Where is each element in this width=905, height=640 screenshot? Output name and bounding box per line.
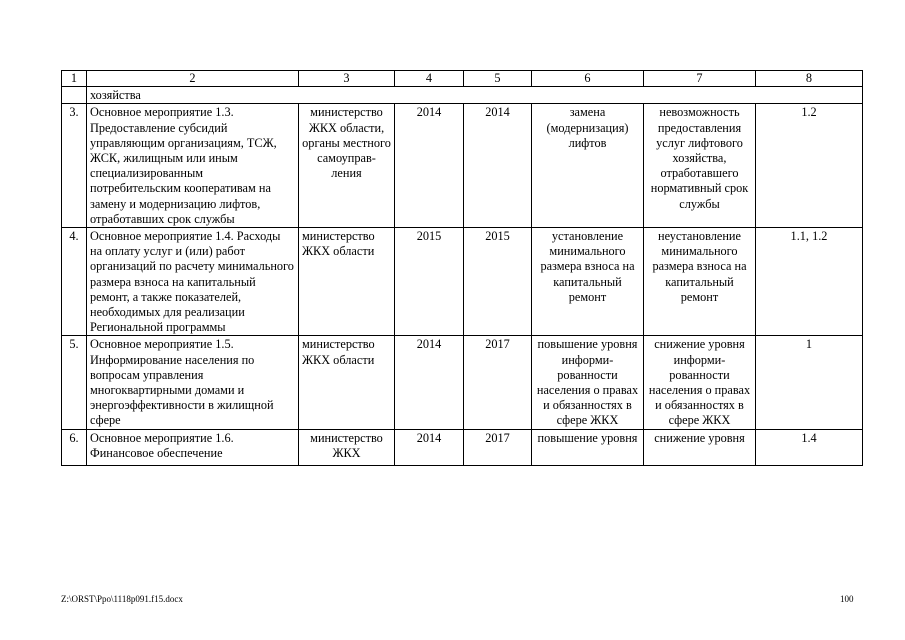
executor: министерство ЖКХ области [299,228,395,336]
header-cell: 5 [464,71,532,87]
row-number: 4. [62,228,87,336]
end-year: 2015 [464,228,532,336]
start-year: 2014 [395,336,464,429]
expected-result: замена (модернизация) лифтов [532,104,644,228]
start-year: 2014 [416,430,442,445]
row-number: 5. [62,336,87,429]
continuation-row [62,87,863,104]
table-row [62,336,863,429]
measures-table [61,70,863,466]
header-cell: 6 [532,71,644,87]
header-row [62,71,863,87]
header-cell: 3 [299,71,395,87]
header-cell: 2 [87,71,299,87]
row-number: 6. [69,430,79,445]
table-row [62,228,863,336]
expected-result: повышение уровня информи-рованности населения о правах и обязанностях в сфере ЖКХ [532,336,644,429]
footer-file-path: Z:\ORST\Ppo\1118p091.f15.docx [61,594,183,604]
consequence: снижение уровня [654,430,745,445]
executor: министерство ЖКХ области [299,336,395,429]
indicator-link: 1 [756,336,863,429]
header-cell: 1 [62,71,87,87]
measure-name: Основное мероприятие 1.5. Информирование населения по вопросам управления многоквартирными домами и энергоэффективности в жилищной сфере [87,336,299,429]
start-year: 2015 [395,228,464,336]
end-year: 2017 [485,430,510,445]
table-row [62,429,863,465]
row-number: 3. [62,104,87,228]
measure-name: Основное мероприятие 1.6. Финансовое обеспечение [90,430,234,460]
measure-name: Основное мероприятие 1.3. Предоставление субсидий управляющим организациям, ТСЖ, ЖСК, жилищным или иным специализированным потребительским кооперативам на замену и модернизацию лифтов, отработавших срок службы [87,104,299,228]
executor: министерство ЖКХ [310,430,383,460]
consequence: неустановление минимального размера взноса на капитальный ремонт [644,228,756,336]
start-year: 2014 [395,104,464,228]
consequence: снижение уровня информи-рованности населения о правах и обязанностях в сфере ЖКХ [644,336,756,429]
expected-result: установление минимального размера взноса на капитальный ремонт [532,228,644,336]
executor: министерство ЖКХ области, органы местного самоуправ-ления [299,104,395,228]
header-cell: 4 [395,71,464,87]
indicator-link: 1.4 [801,430,817,445]
expected-result: повышение уровня [537,430,638,445]
header-cell: 7 [644,71,756,87]
continuation-text: хозяйства [87,87,863,104]
end-year: 2017 [464,336,532,429]
indicator-link: 1.2 [756,104,863,228]
end-year: 2014 [464,104,532,228]
table-row [62,104,863,228]
indicator-link: 1.1, 1.2 [756,228,863,336]
page-number: 100 [840,594,854,604]
consequence: невозможность предоставления услуг лифтового хозяйства, отработавшего нормативный срок службы [644,104,756,228]
measure-name: Основное мероприятие 1.4. Расходы на оплату услуг и (или) работ организаций по расчету минимального размера взноса на капитальный ремонт, а также показателей, необходимых для реализации Региональной программы [87,228,299,336]
header-cell: 8 [756,71,863,87]
